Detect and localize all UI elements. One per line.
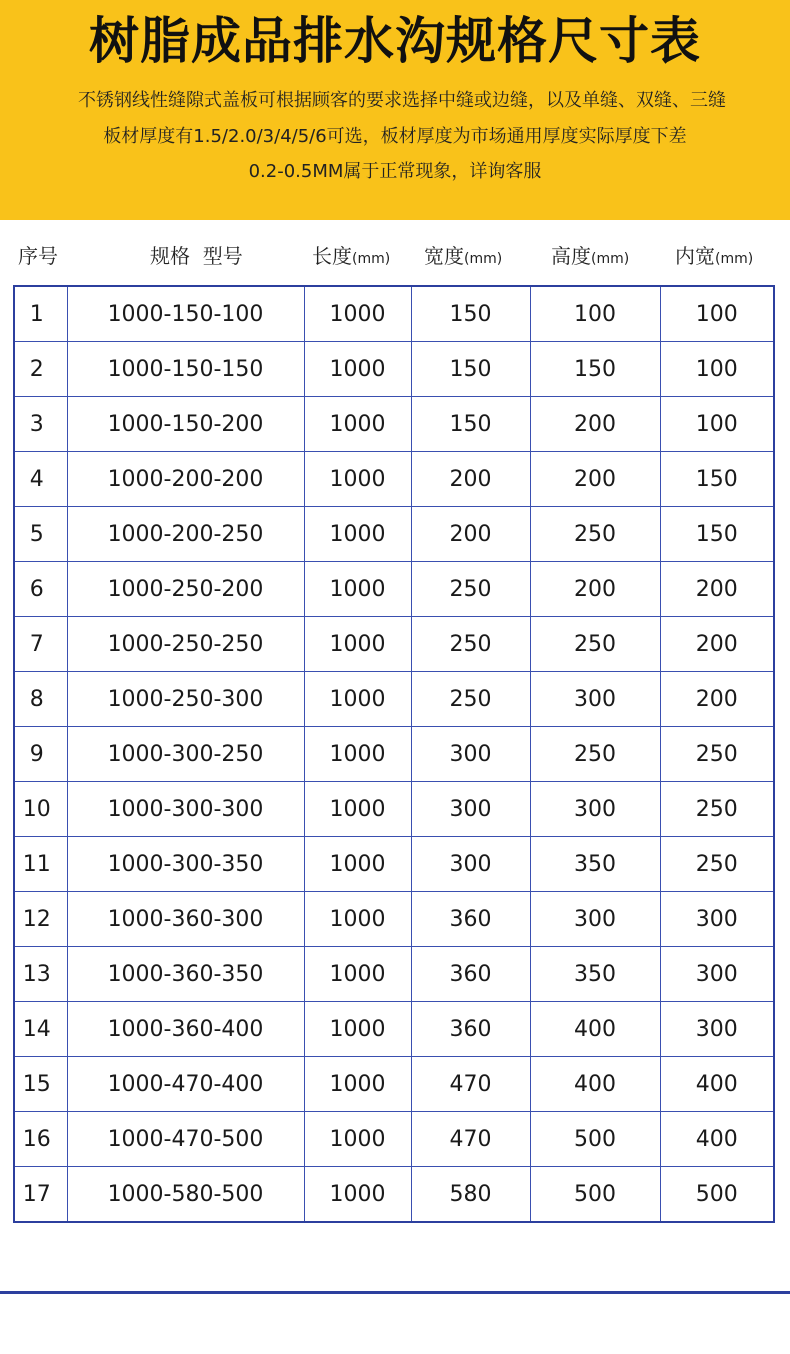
row-number-cell: 16 xyxy=(14,1112,67,1167)
height-cell: 250 xyxy=(530,727,660,782)
column-header-inner-unit: (mm) xyxy=(715,251,754,267)
inner-width-cell: 100 xyxy=(660,342,774,397)
length-cell: 1000 xyxy=(304,1112,411,1167)
height-cell: 150 xyxy=(530,342,660,397)
table-row xyxy=(14,892,774,947)
spec-cell: 1000-250-300 xyxy=(67,672,304,727)
spec-cell: 1000-250-200 xyxy=(67,562,304,617)
spec-cell: 1000-150-200 xyxy=(67,397,304,452)
length-cell: 1000 xyxy=(304,947,411,1002)
height-cell: 100 xyxy=(530,286,660,342)
height-cell: 250 xyxy=(530,507,660,562)
column-header-width-unit: (mm) xyxy=(464,251,503,267)
column-header-spec-label: 规格 型号 xyxy=(150,244,243,268)
column-header-inner-label: 内宽 xyxy=(675,244,715,268)
height-cell: 350 xyxy=(530,837,660,892)
inner-width-cell: 400 xyxy=(660,1112,774,1167)
inner-width-cell: 500 xyxy=(660,1167,774,1223)
width-cell: 360 xyxy=(411,892,530,947)
inner-width-cell: 300 xyxy=(660,947,774,1002)
inner-width-cell: 400 xyxy=(660,1057,774,1112)
width-cell: 300 xyxy=(411,727,530,782)
column-header-length xyxy=(312,236,390,276)
length-cell: 1000 xyxy=(304,672,411,727)
inner-width-cell: 250 xyxy=(660,727,774,782)
spec-cell: 1000-470-500 xyxy=(67,1112,304,1167)
column-headers xyxy=(0,236,790,276)
inner-width-cell: 100 xyxy=(660,286,774,342)
table-row xyxy=(14,837,774,892)
table-row xyxy=(14,452,774,507)
spec-cell: 1000-360-300 xyxy=(67,892,304,947)
column-header-height-unit: (mm) xyxy=(591,251,630,267)
row-number-cell: 2 xyxy=(14,342,67,397)
row-number-cell: 1 xyxy=(14,286,67,342)
width-cell: 250 xyxy=(411,562,530,617)
length-cell: 1000 xyxy=(304,452,411,507)
row-number-cell: 7 xyxy=(14,617,67,672)
inner-width-cell: 250 xyxy=(660,837,774,892)
length-cell: 1000 xyxy=(304,782,411,837)
description-line-3: 0.2-0.5MM属于正常现象，详询客服 xyxy=(248,161,542,182)
length-cell: 1000 xyxy=(304,342,411,397)
table-row xyxy=(14,507,774,562)
column-header-spec xyxy=(150,236,243,276)
table-row xyxy=(14,1002,774,1057)
length-cell: 1000 xyxy=(304,286,411,342)
width-cell: 300 xyxy=(411,782,530,837)
row-number-cell: 5 xyxy=(14,507,67,562)
spec-cell: 1000-200-200 xyxy=(67,452,304,507)
length-cell: 1000 xyxy=(304,727,411,782)
length-cell: 1000 xyxy=(304,1057,411,1112)
spec-cell: 1000-360-350 xyxy=(67,947,304,1002)
page-title: 树脂成品排水沟规格尺寸表 xyxy=(89,12,701,70)
inner-width-cell: 100 xyxy=(660,397,774,452)
table-row xyxy=(14,286,774,342)
column-header-height xyxy=(551,236,629,276)
table-row xyxy=(14,342,774,397)
height-cell: 300 xyxy=(530,672,660,727)
inner-width-cell: 200 xyxy=(660,617,774,672)
height-cell: 350 xyxy=(530,947,660,1002)
spec-cell: 1000-360-400 xyxy=(67,1002,304,1057)
table-row xyxy=(14,947,774,1002)
height-cell: 200 xyxy=(530,562,660,617)
table-row xyxy=(14,782,774,837)
row-number-cell: 15 xyxy=(14,1057,67,1112)
inner-width-cell: 200 xyxy=(660,562,774,617)
length-cell: 1000 xyxy=(304,507,411,562)
length-cell: 1000 xyxy=(304,617,411,672)
inner-width-cell: 300 xyxy=(660,1002,774,1057)
row-number-cell: 12 xyxy=(14,892,67,947)
height-cell: 500 xyxy=(530,1112,660,1167)
table-row xyxy=(14,397,774,452)
spec-cell: 1000-580-500 xyxy=(67,1167,304,1223)
width-cell: 360 xyxy=(411,947,530,1002)
inner-width-cell: 300 xyxy=(660,892,774,947)
width-cell: 250 xyxy=(411,672,530,727)
row-number-cell: 3 xyxy=(14,397,67,452)
row-number-cell: 10 xyxy=(14,782,67,837)
width-cell: 470 xyxy=(411,1057,530,1112)
row-number-cell: 11 xyxy=(14,837,67,892)
spec-table xyxy=(13,285,775,1223)
table-row xyxy=(14,672,774,727)
spec-cell: 1000-150-100 xyxy=(67,286,304,342)
table-row xyxy=(14,617,774,672)
spec-cell: 1000-300-250 xyxy=(67,727,304,782)
row-number-cell: 6 xyxy=(14,562,67,617)
table-row xyxy=(14,727,774,782)
spec-cell: 1000-300-300 xyxy=(67,782,304,837)
description-line-2: 板材厚度有1.5/2.0/3/4/5/6可选，板材厚度为市场通用厚度实际厚度下差 xyxy=(103,126,687,147)
column-header-width-label: 宽度 xyxy=(424,244,464,268)
row-number-cell: 4 xyxy=(14,452,67,507)
height-cell: 200 xyxy=(530,452,660,507)
table-row xyxy=(14,1057,774,1112)
width-cell: 580 xyxy=(411,1167,530,1223)
table-row xyxy=(14,1112,774,1167)
width-cell: 200 xyxy=(411,507,530,562)
length-cell: 1000 xyxy=(304,1167,411,1223)
row-number-cell: 9 xyxy=(14,727,67,782)
height-cell: 300 xyxy=(530,892,660,947)
table-row xyxy=(14,1167,774,1223)
width-cell: 360 xyxy=(411,1002,530,1057)
inner-width-cell: 250 xyxy=(660,782,774,837)
spec-cell: 1000-150-150 xyxy=(67,342,304,397)
title-banner xyxy=(0,0,790,220)
length-cell: 1000 xyxy=(304,892,411,947)
height-cell: 400 xyxy=(530,1002,660,1057)
length-cell: 1000 xyxy=(304,397,411,452)
column-header-no xyxy=(18,236,58,276)
width-cell: 150 xyxy=(411,397,530,452)
width-cell: 300 xyxy=(411,837,530,892)
row-number-cell: 14 xyxy=(14,1002,67,1057)
column-header-length-label: 长度 xyxy=(312,244,352,268)
bottom-divider xyxy=(0,1291,790,1294)
row-number-cell: 8 xyxy=(14,672,67,727)
length-cell: 1000 xyxy=(304,1002,411,1057)
column-header-height-label: 高度 xyxy=(551,244,591,268)
width-cell: 470 xyxy=(411,1112,530,1167)
width-cell: 250 xyxy=(411,617,530,672)
column-header-length-unit: (mm) xyxy=(352,251,391,267)
inner-width-cell: 150 xyxy=(660,452,774,507)
spec-cell: 1000-250-250 xyxy=(67,617,304,672)
inner-width-cell: 200 xyxy=(660,672,774,727)
height-cell: 300 xyxy=(530,782,660,837)
length-cell: 1000 xyxy=(304,837,411,892)
height-cell: 400 xyxy=(530,1057,660,1112)
length-cell: 1000 xyxy=(304,562,411,617)
width-cell: 200 xyxy=(411,452,530,507)
description-line-1: 不锈钢线性缝隙式盖板可根据顾客的要求选择中缝或边缝，以及单缝、双缝、三缝 xyxy=(78,90,726,111)
spec-table-body xyxy=(14,286,774,1222)
table-row xyxy=(14,562,774,617)
width-cell: 150 xyxy=(411,342,530,397)
spec-cell: 1000-470-400 xyxy=(67,1057,304,1112)
height-cell: 200 xyxy=(530,397,660,452)
row-number-cell: 17 xyxy=(14,1167,67,1223)
height-cell: 250 xyxy=(530,617,660,672)
width-cell: 150 xyxy=(411,286,530,342)
inner-width-cell: 150 xyxy=(660,507,774,562)
height-cell: 500 xyxy=(530,1167,660,1223)
spec-cell: 1000-300-350 xyxy=(67,837,304,892)
column-header-inner xyxy=(675,236,753,276)
column-header-no-label: 序号 xyxy=(18,244,58,268)
column-header-width xyxy=(424,236,502,276)
spec-cell: 1000-200-250 xyxy=(67,507,304,562)
row-number-cell: 13 xyxy=(14,947,67,1002)
